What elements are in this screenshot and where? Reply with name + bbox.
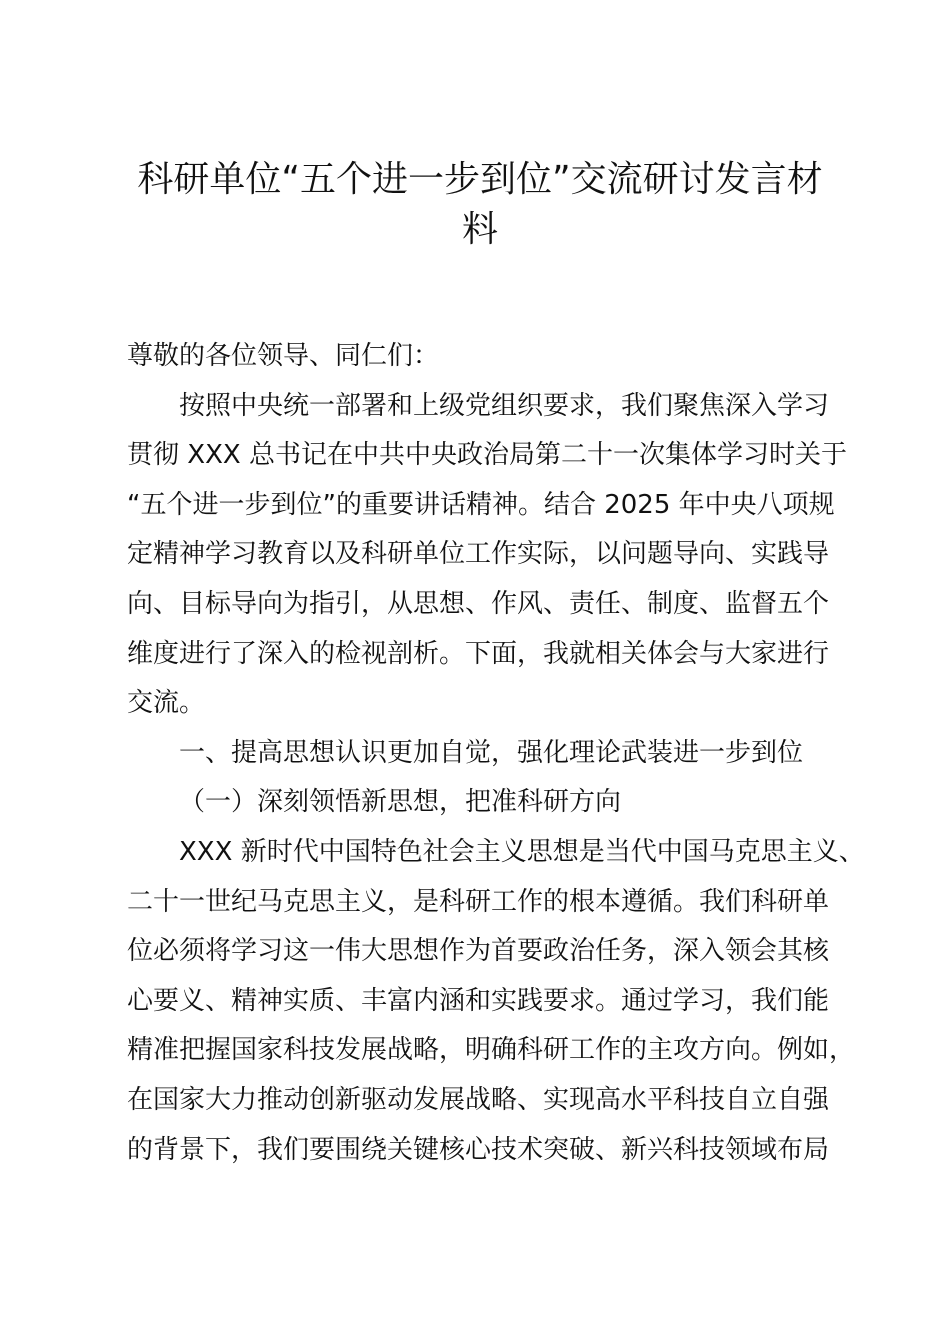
body-line: 贯彻 XXX 总书记在中共中央政治局第二十一次集体学习时关于: [127, 440, 847, 471]
title-line-1: 科研单位“五个进一步到位”交流研讨发言材: [137, 159, 823, 200]
body-line: 向、目标导向为指引，从思想、作风、责任、制度、监督五个: [127, 588, 830, 619]
body-line: 尊敬的各位领导、同仁们：: [127, 341, 440, 371]
body-line: 按照中央统一部署和上级党组织要求，我们聚焦深入学习: [179, 390, 830, 421]
body-line: 定精神学习教育以及科研单位工作实际，以问题导向、实践导: [127, 539, 830, 570]
document-title: [100, 155, 860, 255]
body-line: “五个进一步到位”的重要讲话精神。结合 2025 年中央八项规: [127, 489, 835, 520]
body-line: 维度进行了深入的检视剖析。下面，我就相关体会与大家进行: [127, 638, 830, 669]
body-line: 在国家大力推动创新驱动发展战略、实现高水平科技自立自强: [127, 1084, 830, 1115]
body-line: 心要义、精神实质、丰富内涵和实践要求。通过学习，我们能: [127, 985, 830, 1016]
body-line: 一、提高思想认识更加自觉，强化理论武装进一步到位: [179, 737, 804, 768]
body-line: 位必须将学习这一伟大思想作为首要政治任务，深入领会其核: [127, 936, 830, 967]
title-line-2: 料: [461, 209, 498, 250]
body-line: 二十一世纪马克思主义，是科研工作的根本遵循。我们科研单: [127, 886, 830, 917]
body-line: 精准把握国家科技发展战略，明确科研工作的主攻方向。例如，: [127, 1035, 856, 1066]
body-line: XXX 新时代中国特色社会主义思想是当代中国马克思主义、: [179, 836, 865, 867]
body-line: 的背景下，我们要围绕关键核心技术突破、新兴科技领域布局: [127, 1134, 830, 1165]
body-line: （一）深刻领悟新思想，把准科研方向: [179, 787, 622, 818]
document-body: [127, 332, 865, 1175]
body-line: 交流。: [127, 688, 206, 719]
